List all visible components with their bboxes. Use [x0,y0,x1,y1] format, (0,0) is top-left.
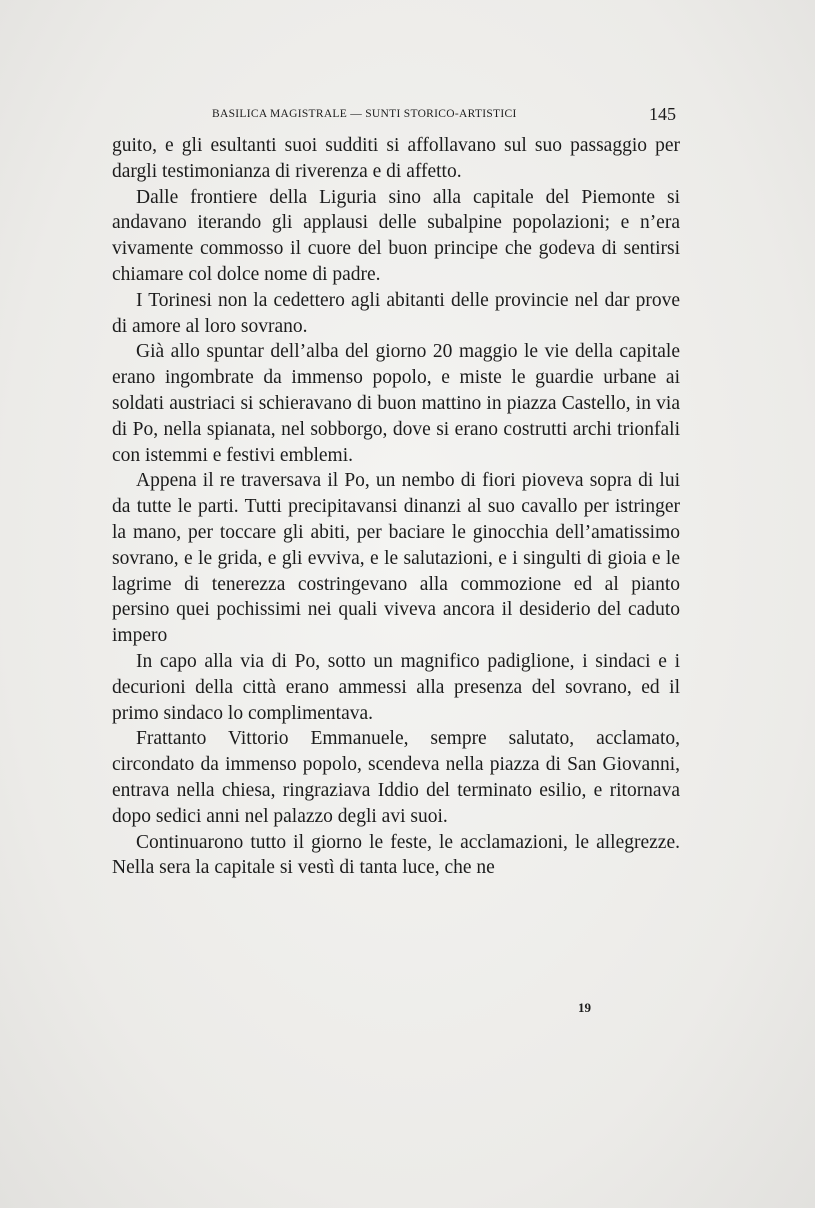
running-head: BASILICA MAGISTRALE — SUNTI ST​ORICO-ARTISTICI [212,108,517,120]
signature-mark: 19 [578,1000,591,1015]
paragraph: I Torinesi non la cedettero agli abitanti delle provincie nel dar prove di amore al loro sovrano. [112,289,680,337]
paragraph: guito, e gli esultanti suoi sudditi si affollavano sul suo passaggio per dargli testimonianza di riverenza e di affetto. [112,135,680,182]
body-text [112,133,680,881]
paragraph: Continuarono tutto il giorno le feste, le acclamazioni, le allegrezze. Nella sera la capitale si vestì di tanta luce, che ne [112,831,680,879]
paragraph: Appena il re traversava il Po, un nembo di fiori pioveva sopra di lui da tutte le parti. Tutti precipitavansi dinanzi al suo cavallo per istringer la mano, per toccare gli abiti, per baciare le ginocchia dell’amatissimo sovrano, e le grida, e gli evviva, e le salutazioni, e i singulti di gioia e le lagrime di tenerezza costringevano alla commozione ed al pianto persino quei pochissimi nei quali viveva ancora il desiderio del caduto impero [112,470,680,647]
paragraph: In capo alla via di Po, sotto un magnifico padiglione, i sindaci e i decurioni della città erano ammessi alla presenza del sovrano, ed il primo sindaco lo complimentava. [112,650,680,724]
paragraph: Già allo spuntar dell’alba del giorno 20 maggio le vie della capitale erano ingombrate da immenso popolo, e miste le guardie urbane ai soldati austriaci si schieravano di buon mattino in piazza Castello, in via di Po, nella spianata, nel sobborgo, dove si erano costrutti archi trionfali con istemmi e festivi emblemi. [112,341,680,466]
paragraph: Dalle frontiere della Liguria sino alla capitale del Piemonte si andavano iterando gli applausi delle subalpine popolazioni; e n’era vivamente commosso il cuore del buon principe che godeva di sentirsi chiamare col dolce nome di padre. [112,186,680,285]
paragraph: Frattanto Vittorio Emmanuele, sempre salutato, acclamato, circondato da immenso popolo, scendeva nella piazza di San Giovanni, entrava nella chiesa, ringraziava Iddio del terminato esilio, e ritornava dopo sedici anni nel palazzo degli avi suoi. [112,728,680,827]
page-header [212,104,676,126]
page-number: 145 [649,104,676,124]
